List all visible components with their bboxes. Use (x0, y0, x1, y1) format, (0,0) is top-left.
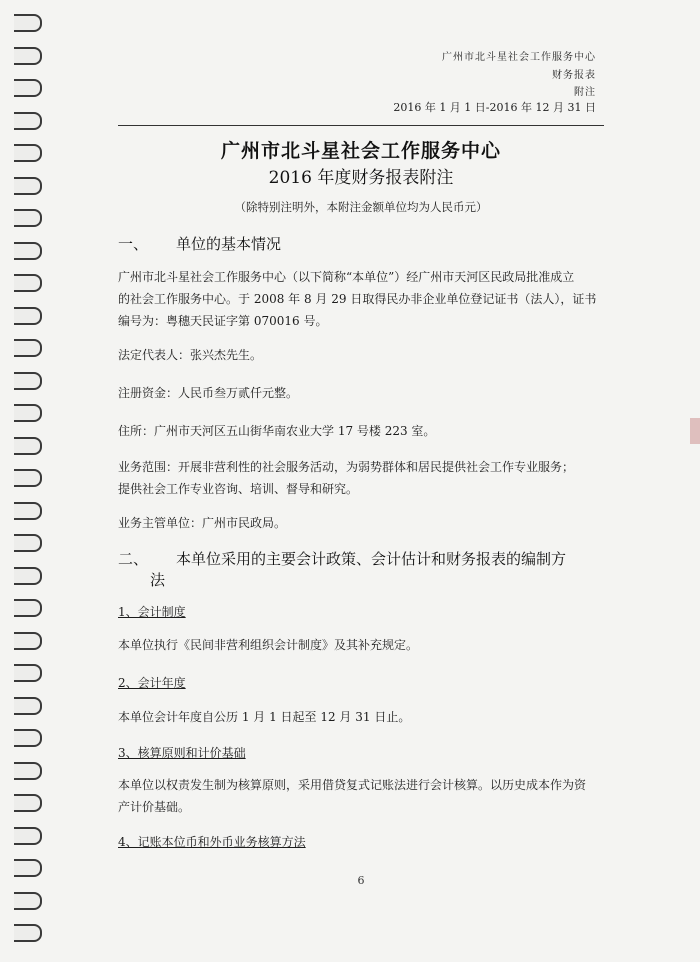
section1-heading (118, 233, 281, 254)
section2-title-line-1: 本单位采用的主要会计政策、会计估计和财务报表的编制方 (176, 550, 567, 568)
binding-ring (14, 47, 42, 65)
section2-heading (118, 548, 566, 569)
section2-number: 二、 (118, 550, 149, 568)
binding-ring (14, 144, 42, 162)
intro-line-1: 广州市北斗星社会工作服务中心（以下简称“本单位”）经广州市天河区民政局批准成立 (118, 270, 575, 284)
business-scope-line-1: 业务范围：开展非营利性的社会服务活动，为弱势群体和居民提供社会工作专业服务； (118, 460, 575, 474)
section2-title-line-2: 法 (150, 571, 166, 589)
binding-ring (14, 567, 42, 585)
spiral-binding (14, 0, 44, 962)
binding-ring (14, 79, 42, 97)
header-rule (118, 125, 604, 126)
binding-ring (14, 664, 42, 682)
header-org: 广州市北斗星社会工作服务中心 (442, 52, 596, 63)
intro-line-2: 的社会工作服务中心。于 2008 年 8 月 29 日取得民办非企业单位登记证书（法人），证书 (118, 292, 597, 306)
page-number: 6 (357, 874, 365, 887)
binding-ring (14, 632, 42, 650)
binding-ring (14, 794, 42, 812)
report-subtitle: 2016 年度财务报表附注 (268, 168, 454, 188)
intro-line-3: 编号为：粤穗天民证字第 070016 号。 (118, 314, 328, 328)
supervising-unit: 业务主管单位：广州市民政局。 (118, 516, 287, 530)
report-title: 广州市北斗星社会工作服务中心 (220, 140, 501, 162)
business-scope-line-2: 提供社会工作专业咨询、培训、督导和研究。 (118, 482, 359, 496)
registered-capital: 注册资金：人民币叁万贰仟元整。 (118, 386, 299, 400)
header-doc: 财务报表 (552, 70, 596, 81)
binding-ring (14, 177, 42, 195)
binding-ring (14, 307, 42, 325)
binding-ring (14, 502, 42, 520)
subsection-2-text: 本单位会计年度自公历 1 月 1 日起至 12 月 31 日止。 (118, 710, 411, 724)
binding-ring (14, 242, 42, 260)
binding-ring (14, 924, 42, 942)
currency-note: （除特别注明外，本附注金额单位均为人民币元） (234, 200, 488, 214)
binding-ring (14, 339, 42, 357)
binding-ring (14, 209, 42, 227)
subsection-1-text: 本单位执行《民间非营利组织会计制度》及其补充规定。 (118, 638, 419, 652)
binding-ring (14, 437, 42, 455)
legal-representative: 法定代表人：张兴杰先生。 (118, 348, 263, 362)
binding-ring (14, 892, 42, 910)
binding-ring (14, 534, 42, 552)
binding-ring (14, 112, 42, 130)
binding-ring (14, 274, 42, 292)
address: 住所：广州市天河区五山街华南农业大学 17 号楼 223 室。 (118, 424, 436, 438)
binding-ring (14, 827, 42, 845)
subsection-1-title: 1、会计制度 (118, 605, 186, 619)
section1-title: 单位的基本情况 (176, 235, 282, 253)
subsection-2-title: 2、会计年度 (118, 676, 186, 690)
binding-ring (14, 697, 42, 715)
header-period: 2016 年 1 月 1 日-2016 年 12 月 31 日 (393, 101, 596, 114)
binding-ring (14, 469, 42, 487)
binding-ring (14, 372, 42, 390)
subsection-3-text-line-1: 本单位以权责发生制为核算原则，采用借贷复式记账法进行会计核算。以历史成本作为资 (118, 778, 587, 792)
binding-ring (14, 14, 42, 32)
binding-ring (14, 599, 42, 617)
red-stamp-edge (690, 418, 700, 444)
binding-ring (14, 762, 42, 780)
binding-ring (14, 404, 42, 422)
header-sub: 附注 (574, 87, 596, 98)
subsection-4-title: 4、记账本位币和外币业务核算方法 (118, 835, 306, 849)
binding-ring (14, 859, 42, 877)
subsection-3-text-line-2: 产计价基础。 (118, 800, 191, 814)
subsection-3-title: 3、核算原则和计价基础 (118, 746, 246, 760)
binding-ring (14, 729, 42, 747)
section1-number: 一、 (118, 235, 149, 253)
